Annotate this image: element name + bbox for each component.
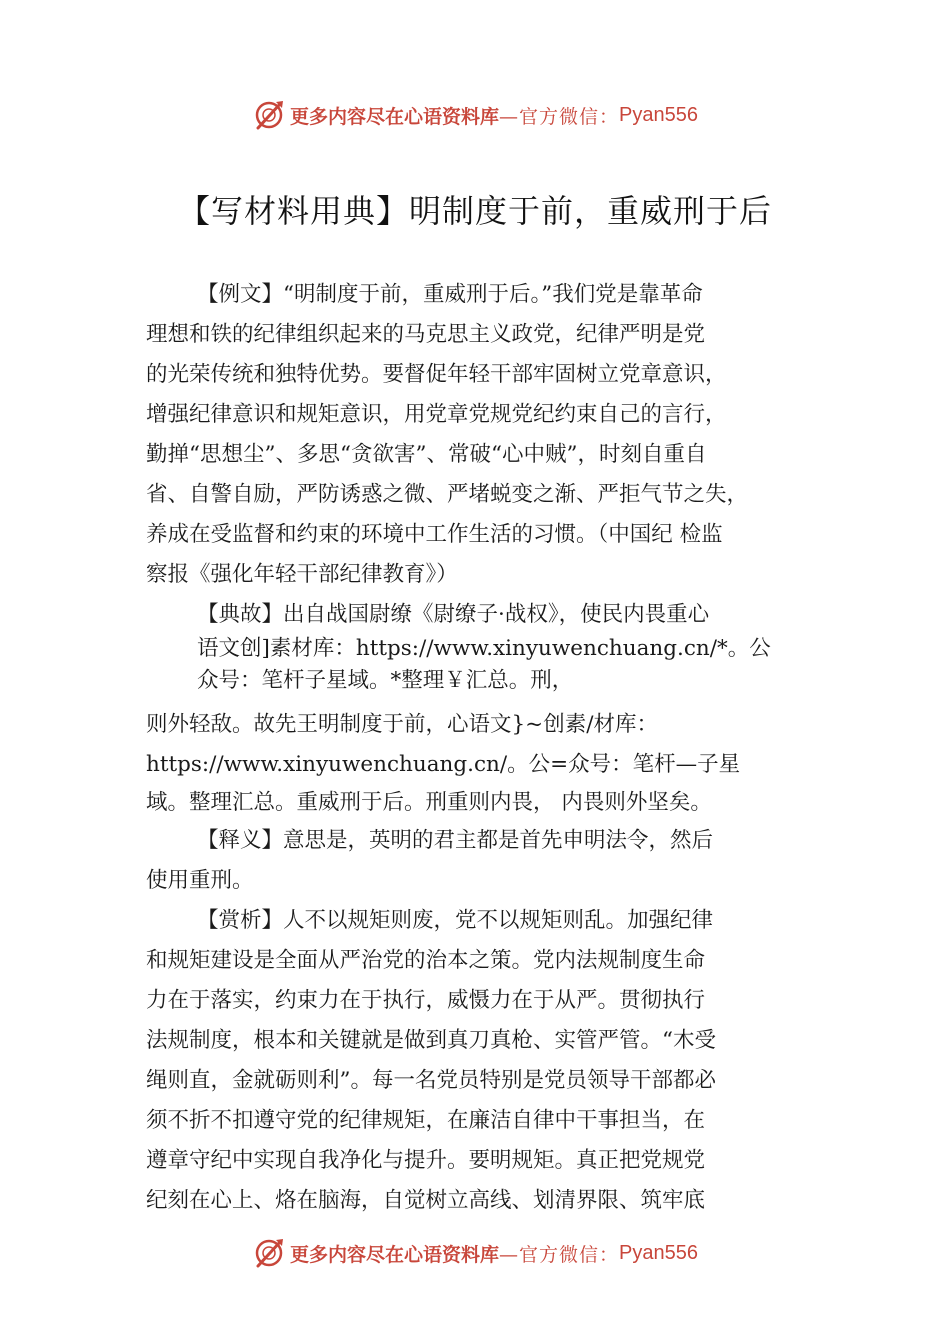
header-banner	[0, 95, 950, 135]
text-line: 【赏析】人不以规矩则废，党不以规矩则乱。加强纪律	[197, 908, 714, 933]
text-line: 省、自警自励，严防诱惑之微、严堵蜕变之渐、严拒气节之失，	[146, 482, 749, 507]
text-line: 养成在受监督和约束的环境中工作生活的习惯。（中国纪 检监	[146, 522, 723, 547]
text-line: 【例文】“明制度于前，重威刑于后。”我们党是靠革命	[197, 282, 703, 307]
text-line: 域。整理汇总。重威刑于后。刑重则内畏， 内畏则外坚矣。	[146, 790, 712, 815]
text-line: 遵章守纪中实现自我净化与提升。要明规矩。真正把党规党	[146, 1148, 706, 1173]
text-line: 【释义】意思是，英明的君主都是首先申明法令，然后	[197, 828, 714, 853]
page-title: 【写材料用典】明制度于前，重威刑于后	[177, 192, 772, 230]
banner-wechat-label: —官方微信：	[499, 105, 620, 128]
text-line: 勤掸“思想尘”、多思“贪欲害”、常破“心中贼”，时刻自重自	[146, 442, 707, 467]
text-line: 法规制度，根本和关键就是做到真刀真枪、实管严管。“木受	[146, 1028, 716, 1053]
banner-wechat-label: —官方微信：	[499, 1243, 620, 1266]
text-line: 的光荣传统和独特优势。要督促年轻干部牢固树立党章意识，	[146, 362, 727, 387]
text-line: 察报《强化年轻干部纪律教育》）	[146, 562, 458, 587]
text-line: 和规矩建设是全面从严治党的治本之策。党内法规制度生命	[146, 948, 706, 973]
text-line: 增强纪律意识和规矩意识，用党章党规党纪约束自己的言行，	[146, 402, 727, 427]
text-line: 【典故】出自战国尉缭《尉缭子·战权》，使民内畏重心	[197, 602, 710, 627]
brush-pen-logo-icon	[252, 98, 286, 132]
banner-wechat-id: Pyan556	[619, 1241, 698, 1264]
text-line: 绳则直，金就砺则利”。每一名党员特别是党员领导干部都必	[146, 1068, 716, 1093]
text-line: 语文创]素材库：https://www.xinyuwenchuang.cn/*。公	[197, 636, 771, 661]
text-line: 纪刻在心上、烙在脑海，自觉树立高线、划清界限、筑牢底	[146, 1188, 706, 1213]
brush-pen-logo-icon	[252, 1236, 286, 1270]
text-line: https://www.xinyuwenchuang.cn/。公=众号：笔杆—子星	[146, 752, 741, 777]
footer-banner	[0, 1233, 950, 1273]
text-line: 则外轻敌。故先王明制度于前，心语文}~创素/材库：	[146, 712, 658, 737]
text-line: 理想和铁的纪律组织起来的马克思主义政党，纪律严明是党	[146, 322, 706, 347]
banner-brand-text: 更多内容尽在心语资料库	[290, 1243, 500, 1266]
text-line: 力在于落实，约束力在于执行，威慑力在于从严。贯彻执行	[146, 988, 706, 1013]
banner-brand-text: 更多内容尽在心语资料库	[290, 105, 500, 128]
text-line: 使用重刑。	[146, 868, 254, 893]
banner-wechat-id: Pyan556	[619, 103, 698, 126]
text-line: 须不折不扣遵守党的纪律规矩，在廉洁自律中干事担当，在	[146, 1108, 706, 1133]
text-line: 众号：笔杆子星域。*整理￥汇总。刑，	[197, 668, 574, 693]
